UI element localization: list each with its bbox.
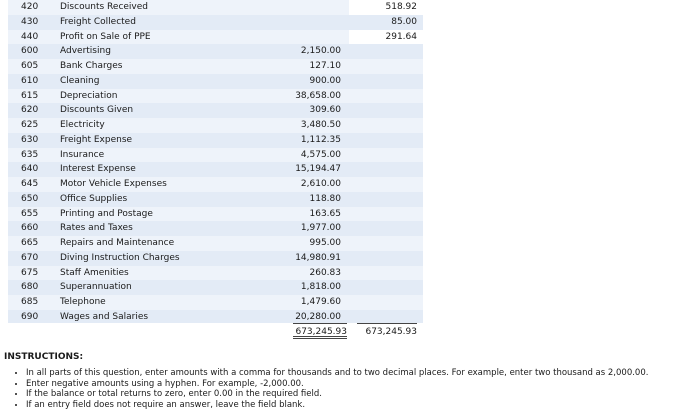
debit-amount: 20,280.00	[295, 311, 341, 322]
account-name: Office Supplies	[60, 193, 128, 204]
table-row	[8, 280, 423, 295]
account-code: 670	[21, 252, 39, 263]
debit-amount: 2,610.00	[300, 179, 341, 189]
account-code: 630	[21, 134, 39, 145]
table-row	[8, 207, 423, 222]
account-name: Freight Collected	[60, 16, 136, 27]
account-name: Discounts Given	[60, 105, 134, 116]
account-name: Staff Amenities	[60, 267, 129, 278]
debit-amount: 163.65	[309, 208, 341, 219]
debit-amount: 2,150.00	[300, 46, 341, 57]
table-row	[8, 44, 423, 59]
table-row	[8, 192, 423, 207]
debit-amount: 15,194.47	[295, 164, 341, 175]
table-row	[8, 0, 423, 15]
account-code: 440	[21, 31, 39, 42]
account-name: Discounts Received	[60, 2, 149, 12]
instruction-item: • If the balance or total returns to zero, enter 0.00 in the required field.	[26, 389, 694, 400]
account-name: Interest Expense	[60, 164, 136, 175]
account-code: 600	[21, 46, 39, 57]
account-code: 685	[21, 297, 39, 307]
table-row	[8, 236, 423, 251]
account-code: 605	[21, 61, 39, 71]
debit-amount: 1,112.35	[300, 134, 341, 145]
account-code: 660	[21, 223, 39, 234]
table-row	[8, 74, 423, 89]
debit-amount: 1,479.60	[300, 297, 341, 307]
credit-amount: 518.92	[385, 2, 417, 12]
account-code: 430	[21, 16, 39, 27]
instructions-section	[4, 352, 694, 410]
total-debit: 673,245.93	[293, 323, 347, 339]
debit-amount: 38,658.00	[295, 90, 341, 101]
table-row	[8, 221, 423, 236]
account-name: Depreciation	[60, 90, 118, 101]
account-name: Rates and Taxes	[60, 223, 133, 234]
account-code: 650	[21, 193, 39, 204]
totals-row	[8, 323, 423, 340]
table-row	[8, 89, 423, 104]
account-code: 655	[21, 208, 39, 219]
account-name: Bank Charges	[60, 61, 123, 71]
debit-amount: 4,575.00	[300, 149, 341, 160]
instructions-list	[4, 368, 694, 410]
debit-amount: 1,818.00	[300, 282, 341, 293]
account-code: 680	[21, 282, 39, 293]
debit-amount: 14,980.91	[295, 252, 341, 263]
account-name: Freight Expense	[60, 134, 133, 145]
account-name: Wages and Salaries	[60, 311, 149, 322]
table-row	[8, 30, 423, 45]
account-name: Profit on Sale of PPE	[60, 31, 151, 42]
account-code: 615	[21, 90, 39, 101]
table-row	[8, 251, 423, 266]
account-name: Advertising	[60, 46, 111, 57]
account-name: Insurance	[60, 149, 105, 160]
account-name: Telephone	[60, 297, 106, 307]
table-row	[8, 162, 423, 177]
table-row	[8, 148, 423, 163]
account-name: Printing and Postage	[60, 208, 153, 219]
credit-amount: 85.00	[391, 16, 417, 27]
table-row	[8, 177, 423, 192]
debit-amount: 127.10	[309, 61, 341, 71]
instruction-item: • Enter negative amounts using a hyphen. For example, -2,000.00.	[26, 379, 694, 390]
account-code: 635	[21, 149, 39, 160]
account-code: 640	[21, 164, 39, 175]
table-row	[8, 266, 423, 281]
instructions-title: INSTRUCTIONS:	[4, 352, 84, 362]
table-row	[8, 133, 423, 148]
account-code: 645	[21, 179, 39, 189]
account-code: 625	[21, 120, 39, 130]
table-row	[8, 59, 423, 74]
debit-amount: 995.00	[309, 238, 341, 248]
account-name: Repairs and Maintenance	[60, 238, 175, 248]
account-code: 620	[21, 105, 39, 116]
credit-amount: 291.64	[385, 31, 417, 42]
table-row	[8, 118, 423, 133]
account-code: 420	[21, 2, 39, 12]
total-credit: 673,245.93	[357, 323, 417, 339]
account-code: 610	[21, 75, 39, 86]
table-row	[8, 15, 423, 30]
account-name: Cleaning	[60, 75, 100, 86]
account-name: Electricity	[60, 120, 105, 130]
debit-amount: 3,480.50	[300, 120, 341, 130]
debit-amount: 1,977.00	[300, 223, 341, 234]
account-name: Superannuation	[60, 282, 132, 293]
account-name: Diving Instruction Charges	[60, 252, 180, 263]
account-code: 675	[21, 267, 39, 278]
account-name: Motor Vehicle Expenses	[60, 179, 167, 189]
instruction-item: • If an entry field does not require an answer, leave the field blank.	[26, 400, 694, 411]
debit-amount: 309.60	[309, 105, 341, 116]
instruction-item: • In all parts of this question, enter amounts with a comma for thousands and to two decimal places. For example, enter two thousand as 2,000.00.	[26, 368, 694, 379]
table-row	[8, 103, 423, 118]
account-code: 690	[21, 311, 39, 322]
debit-amount: 260.83	[309, 267, 341, 278]
account-code: 665	[21, 238, 39, 248]
debit-amount: 118.80	[309, 193, 341, 204]
table-row	[8, 295, 423, 310]
debit-amount: 900.00	[309, 75, 341, 86]
